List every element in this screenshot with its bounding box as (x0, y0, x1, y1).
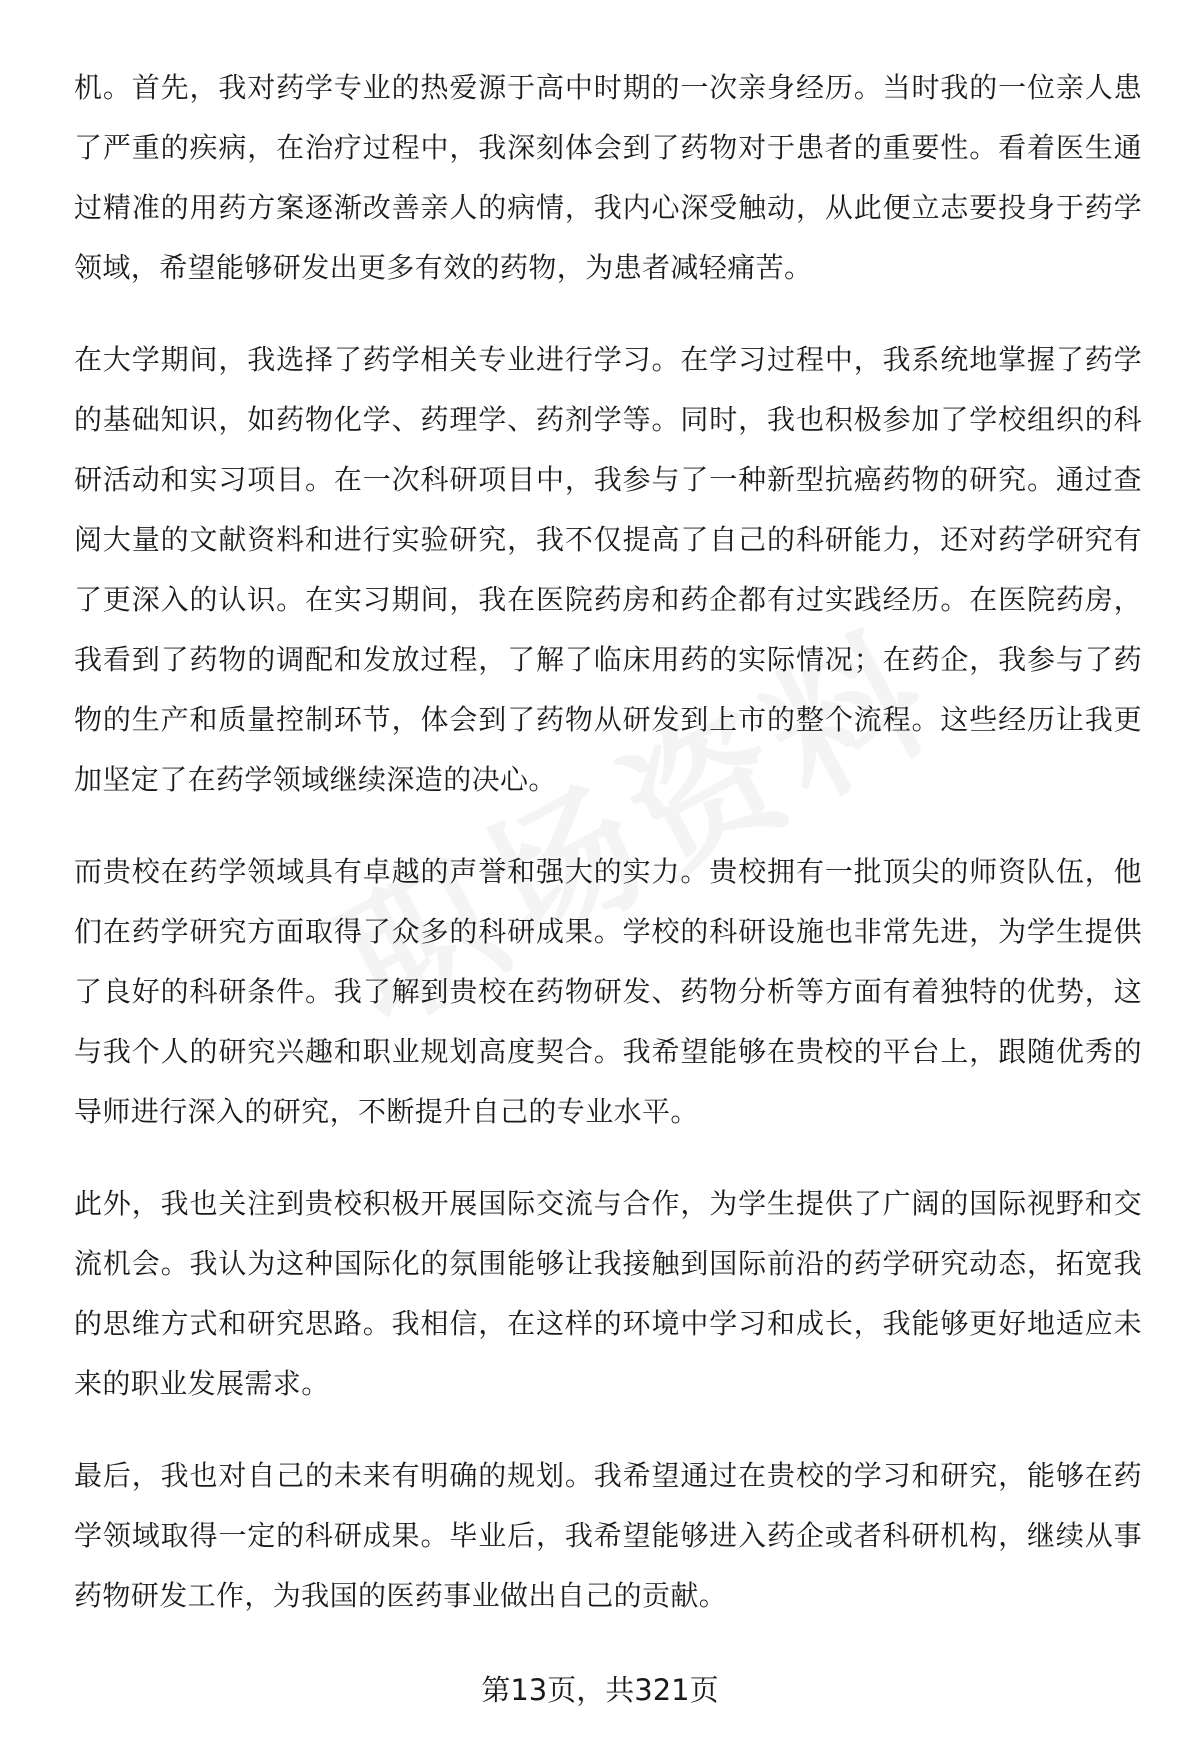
paragraph-2: 在大学期间，我选择了药学相关专业进行学习。在学习过程中，我系统地掌握了药学的基础知识，如药物化学、药理学、药剂学等。同时，我也积极参加了学校组织的科研活动和实习项目。在一次科研项目中，我参与了一种新型抗癌药物的研究。通过查阅大量的文献资料和进行实验研究，我不仅提高了自己的科研能力，还对药学研究有了更深入的认识。在实习期间，我在医院药房和药企都有过实践经历。在医院药房，我看到了药物的调配和发放过程，了解了临床用药的实际情况；在药企，我参与了药物的生产和质量控制环节，体会到了药物从研发到上市的整个流程。这些经历让我更加坚定了在药学领域继续深造的决心。 (74, 343, 1142, 796)
page-number: 第13页，共321页 (481, 1673, 719, 1707)
paragraph-4: 此外，我也关注到贵校积极开展国际交流与合作，为学生提供了广阔的国际视野和交流机会。我认为这种国际化的氛围能够让我接触到国际前沿的药学研究动态，拓宽我的思维方式和研究思路。我相信，在这样的环境中学习和成长，我能够更好地适应未来的职业发展需求。 (74, 1187, 1142, 1400)
paragraph-5: 最后，我也对自己的未来有明确的规划。我希望通过在贵校的学习和研究，能够在药学领域取得一定的科研成果。毕业后，我希望能够进入药企或者科研机构，继续从事药物研发工作，为我国的医药事业做出自己的贡献。 (74, 1459, 1142, 1612)
paragraph-3: 而贵校在药学领域具有卓越的声誉和强大的实力。贵校拥有一批顶尖的师资队伍，他们在药学研究方面取得了众多的科研成果。学校的科研设施也非常先进，为学生提供了良好的科研条件。我了解到贵校在药物研发、药物分析等方面有着独特的优势，这与我个人的研究兴趣和职业规划高度契合。我希望能够在贵校的平台上，跟随优秀的导师进行深入的研究，不断提升自己的专业水平。 (74, 855, 1142, 1128)
paragraph-1: 机。首先，我对药学专业的热爱源于高中时期的一次亲身经历。当时我的一位亲人患了严重的疾病，在治疗过程中，我深刻体会到了药物对于患者的重要性。看着医生通过精准的用药方案逐渐改善亲人的病情，我内心深受触动，从此便立志要投身于药学领域，希望能够研发出更多有效的药物，为患者减轻痛苦。 (74, 71, 1142, 284)
document-body (74, 58, 1142, 1626)
